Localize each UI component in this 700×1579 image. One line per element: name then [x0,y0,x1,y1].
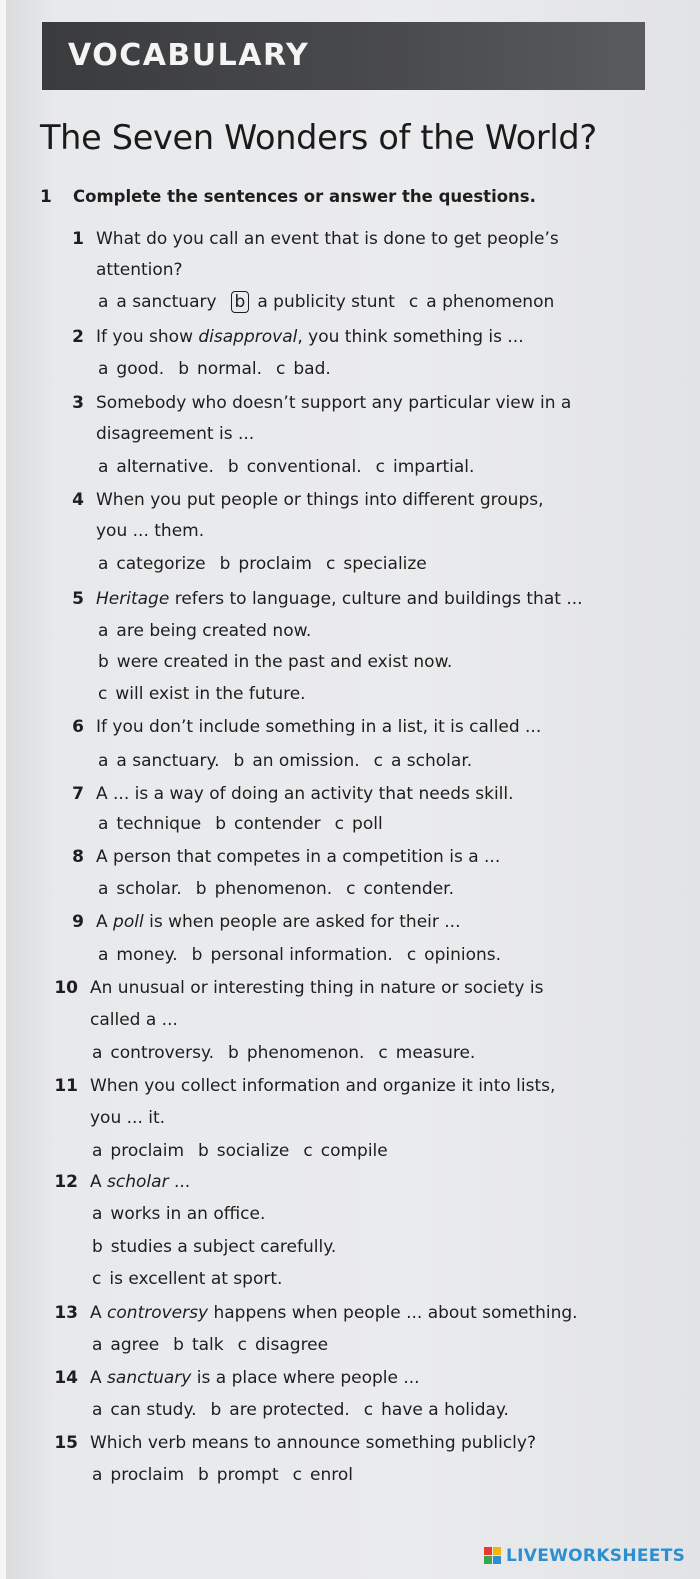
answer-letter: a [98,751,109,771]
answer-options [98,878,468,900]
answer-letter: c [378,1043,388,1063]
answer-text: compile [320,1141,388,1161]
section-banner [42,22,645,90]
answer-option-a[interactable] [98,945,178,965]
answer-text: a publicity stunt [257,292,395,312]
answer-options [92,1464,367,1486]
answer-text: works in an office. [110,1204,266,1224]
answer-option-b[interactable] [215,814,320,834]
circled-answer-letter: b [231,291,250,313]
page-edge [0,0,6,1579]
answer-letter: b [173,1335,184,1355]
answer-text: talk [191,1335,224,1355]
question-text: What do you call an event that is done to get people’s [96,229,559,249]
answer-options [98,944,515,966]
question-text: disagreement is ... [96,424,255,444]
answer-letter: c [92,1269,102,1289]
answer-option-b[interactable] [234,751,360,771]
answer-options [98,358,345,380]
answer-option-a[interactable] [92,1043,214,1063]
question-number: 12 [54,1172,78,1192]
answer-letter: a [92,1141,103,1161]
answer-letter: c [373,751,383,771]
answer-text: can study. [110,1400,197,1420]
answer-text: agree [110,1335,160,1355]
answer-letter: b [228,1043,239,1063]
answer-option-c[interactable] [364,1400,509,1420]
answer-options [92,1399,523,1421]
answer-text: impartial. [392,457,475,477]
answer-text: personal information. [210,945,393,965]
answer-letter: c [98,684,108,704]
answer-text: enrol [309,1465,353,1485]
answer-option-a[interactable] [98,751,220,771]
answer-text: alternative. [116,457,214,477]
answer-letter: c [375,457,385,477]
logo-text: LIVEWORKSHEETS [506,1546,686,1566]
answer-text: scholar. [116,879,182,899]
answer-option-c[interactable] [238,1335,328,1355]
answer-letter: c [408,292,419,312]
answer-letter: a [98,292,109,312]
answer-option-c[interactable] [98,684,306,704]
answer-letter: b [227,457,239,477]
answer-option-a[interactable] [92,1335,159,1355]
question-text: Which verb means to announce something publicly? [90,1433,536,1453]
question-text: A sanctuary is a place where people ... [90,1368,420,1388]
answer-letter: b [92,1237,103,1257]
answer-text: have a holiday. [381,1400,509,1420]
answer-letter: b [195,879,207,899]
answer-options [92,1140,402,1162]
answer-text: were created in the past and exist now. [116,652,453,672]
answer-option-c[interactable] [346,879,454,899]
answer-letter: b [233,751,245,771]
answer-option-b[interactable] [198,1141,289,1161]
answer-text: prompt [216,1465,279,1485]
question-text: An unusual or interesting thing in nature or society is [90,978,544,998]
answer-letter: c [363,1400,374,1420]
answer-options [98,291,568,313]
question-number: 13 [54,1303,78,1323]
banner-label: VOCABULARY [68,38,310,73]
answer-option-a[interactable] [98,457,214,477]
answer-text: normal. [197,359,262,379]
answer-text: specialize [343,554,427,574]
answer-option-b[interactable] [192,945,393,965]
answer-letter: a [98,945,109,965]
question-text: A poll is when people are asked for their ... [96,912,461,932]
answer-letter: b [198,1141,209,1161]
answer-option-c[interactable] [326,554,427,574]
answer-letter: a [92,1335,103,1355]
question-text: Heritage refers to language, culture and buildings that ... [96,589,583,609]
answer-letter: a [98,879,109,899]
question-number: 1 [72,229,84,249]
question-text: When you put people or things into different groups, [96,490,544,510]
answer-letter: c [237,1335,247,1355]
answer-text: disagree [254,1335,329,1355]
answer-option-b[interactable] [92,1237,336,1257]
answer-options [92,1268,296,1290]
answer-option-b[interactable] [98,652,452,672]
answer-option-a[interactable] [98,359,164,379]
answer-letter: b [198,1465,209,1485]
answer-letter: a [98,457,109,477]
answer-option-b[interactable] [196,879,332,899]
liveworksheets-logo-icon [484,1547,502,1565]
question-number: 14 [54,1368,78,1388]
exercise-number: 1 [40,187,52,207]
answer-letter: a [98,621,109,641]
page-title: The Seven Wonders of the World? [40,118,597,157]
answer-option-b[interactable] [211,1400,350,1420]
question-text: When you collect information and organize it into lists, [90,1076,556,1096]
question-text: If you show disapproval, you think something is ... [96,327,524,347]
question-number: 5 [72,589,84,609]
answer-letter: a [98,554,109,574]
answer-letter: c [334,814,345,834]
answer-option-c[interactable] [335,814,383,834]
exercise-instruction: Complete the sentences or answer the questions. [73,187,536,206]
answer-text: controversy. [110,1043,215,1063]
answer-options [92,1334,342,1356]
answer-option-c[interactable] [276,359,331,379]
question-number: 15 [54,1433,78,1453]
answer-text: conventional. [246,457,362,477]
answer-option-b[interactable] [220,554,312,574]
answer-options [92,1042,489,1064]
answer-option-c[interactable] [409,292,554,312]
question-text: A scholar ... [90,1172,191,1192]
answer-option-c[interactable] [376,457,475,477]
answer-text: a sanctuary. [116,751,220,771]
answer-letter: c [346,879,356,899]
question-text: A ... is a way of doing an activity that needs skill. [96,784,514,804]
answer-option-a[interactable] [98,814,201,834]
answer-letter: a [98,359,109,379]
answer-letter: b [98,652,109,672]
question-number: 9 [72,912,84,932]
question-number: 6 [72,717,84,737]
question-text: A person that competes in a competition is a ... [96,847,501,867]
answer-option-a[interactable] [92,1204,265,1224]
answer-options [98,456,488,478]
answer-options [98,553,441,575]
answer-letter: b [219,554,231,574]
answer-option-a[interactable] [98,292,217,312]
question-text: you ... it. [90,1108,166,1128]
question-number: 8 [72,847,84,867]
answer-option-a[interactable] [92,1141,184,1161]
answer-options [92,1203,279,1225]
answer-text: socialize [216,1141,290,1161]
question-number: 7 [72,784,84,804]
answer-text: a scholar. [390,751,473,771]
question-number: 2 [72,327,84,347]
answer-options [98,651,466,673]
answer-text: an omission. [252,751,360,771]
answer-options [98,683,320,705]
answer-letter: b [191,945,203,965]
answer-option-c[interactable] [303,1141,387,1161]
answer-letter: a [92,1400,103,1420]
answer-letter: c [406,945,417,965]
answer-option-c[interactable] [293,1465,353,1485]
answer-option-c[interactable] [374,751,473,771]
answer-text: proclaim [110,1141,184,1161]
answer-letter: b [178,359,190,379]
answer-letter: c [303,1141,313,1161]
answer-option-b[interactable] [228,457,362,477]
answer-option-a[interactable] [98,879,182,899]
answer-text: money. [116,945,178,965]
answer-text: poll [352,814,383,834]
answer-options [98,620,325,642]
answer-option-c[interactable] [407,945,501,965]
answer-option-b[interactable] [231,292,395,312]
answer-text: are being created now. [116,621,312,641]
answer-letter: c [292,1465,302,1485]
answer-text: opinions. [424,945,502,965]
answer-options [98,813,397,835]
question-number: 4 [72,490,84,510]
question-text: Somebody who doesn’t support any particular view in a [96,393,572,413]
question-text: called a ... [90,1010,178,1030]
answer-text: measure. [395,1043,476,1063]
answer-letter: a [92,1465,103,1485]
answer-text: phenomenon. [246,1043,365,1063]
answer-option-c[interactable] [92,1269,282,1289]
answer-option-b[interactable] [178,359,262,379]
answer-options [98,750,486,772]
answer-option-b[interactable] [198,1465,279,1485]
answer-letter: a [92,1204,103,1224]
answer-text: categorize [116,554,206,574]
answer-options [92,1236,350,1258]
question-number: 3 [72,393,84,413]
answer-option-b[interactable] [228,1043,364,1063]
answer-text: is excellent at sport. [109,1269,283,1289]
question-number: 10 [54,978,78,998]
answer-text: phenomenon. [214,879,333,899]
answer-option-c[interactable] [378,1043,475,1063]
answer-text: contender. [363,879,455,899]
question-text: If you don’t include something in a list, it is called ... [96,717,542,737]
answer-text: proclaim [110,1465,184,1485]
answer-text: technique [116,814,202,834]
question-text: attention? [96,260,183,280]
answer-option-a[interactable] [98,554,206,574]
question-text: A controversy happens when people ... about something. [90,1303,578,1323]
answer-letter: a [98,814,109,834]
answer-text: studies a subject carefully. [110,1237,337,1257]
answer-option-a[interactable] [92,1465,184,1485]
answer-text: contender [234,814,321,834]
answer-letter: b [210,1400,222,1420]
question-text: you ... them. [96,521,205,541]
answer-letter: b [215,814,226,834]
question-number: 11 [54,1076,78,1096]
answer-text: are protected. [229,1400,350,1420]
answer-letter: c [325,554,336,574]
answer-text: will exist in the future. [115,684,306,704]
liveworksheets-logo [484,1542,685,1570]
answer-option-a[interactable] [98,621,311,641]
answer-text: good. [116,359,165,379]
answer-option-a[interactable] [92,1400,197,1420]
answer-text: a phenomenon [426,292,555,312]
answer-text: a sanctuary [116,292,217,312]
answer-text: proclaim [238,554,312,574]
answer-letter: c [276,359,286,379]
answer-letter: a [92,1043,103,1063]
answer-text: bad. [293,359,331,379]
answer-option-b[interactable] [173,1335,223,1355]
